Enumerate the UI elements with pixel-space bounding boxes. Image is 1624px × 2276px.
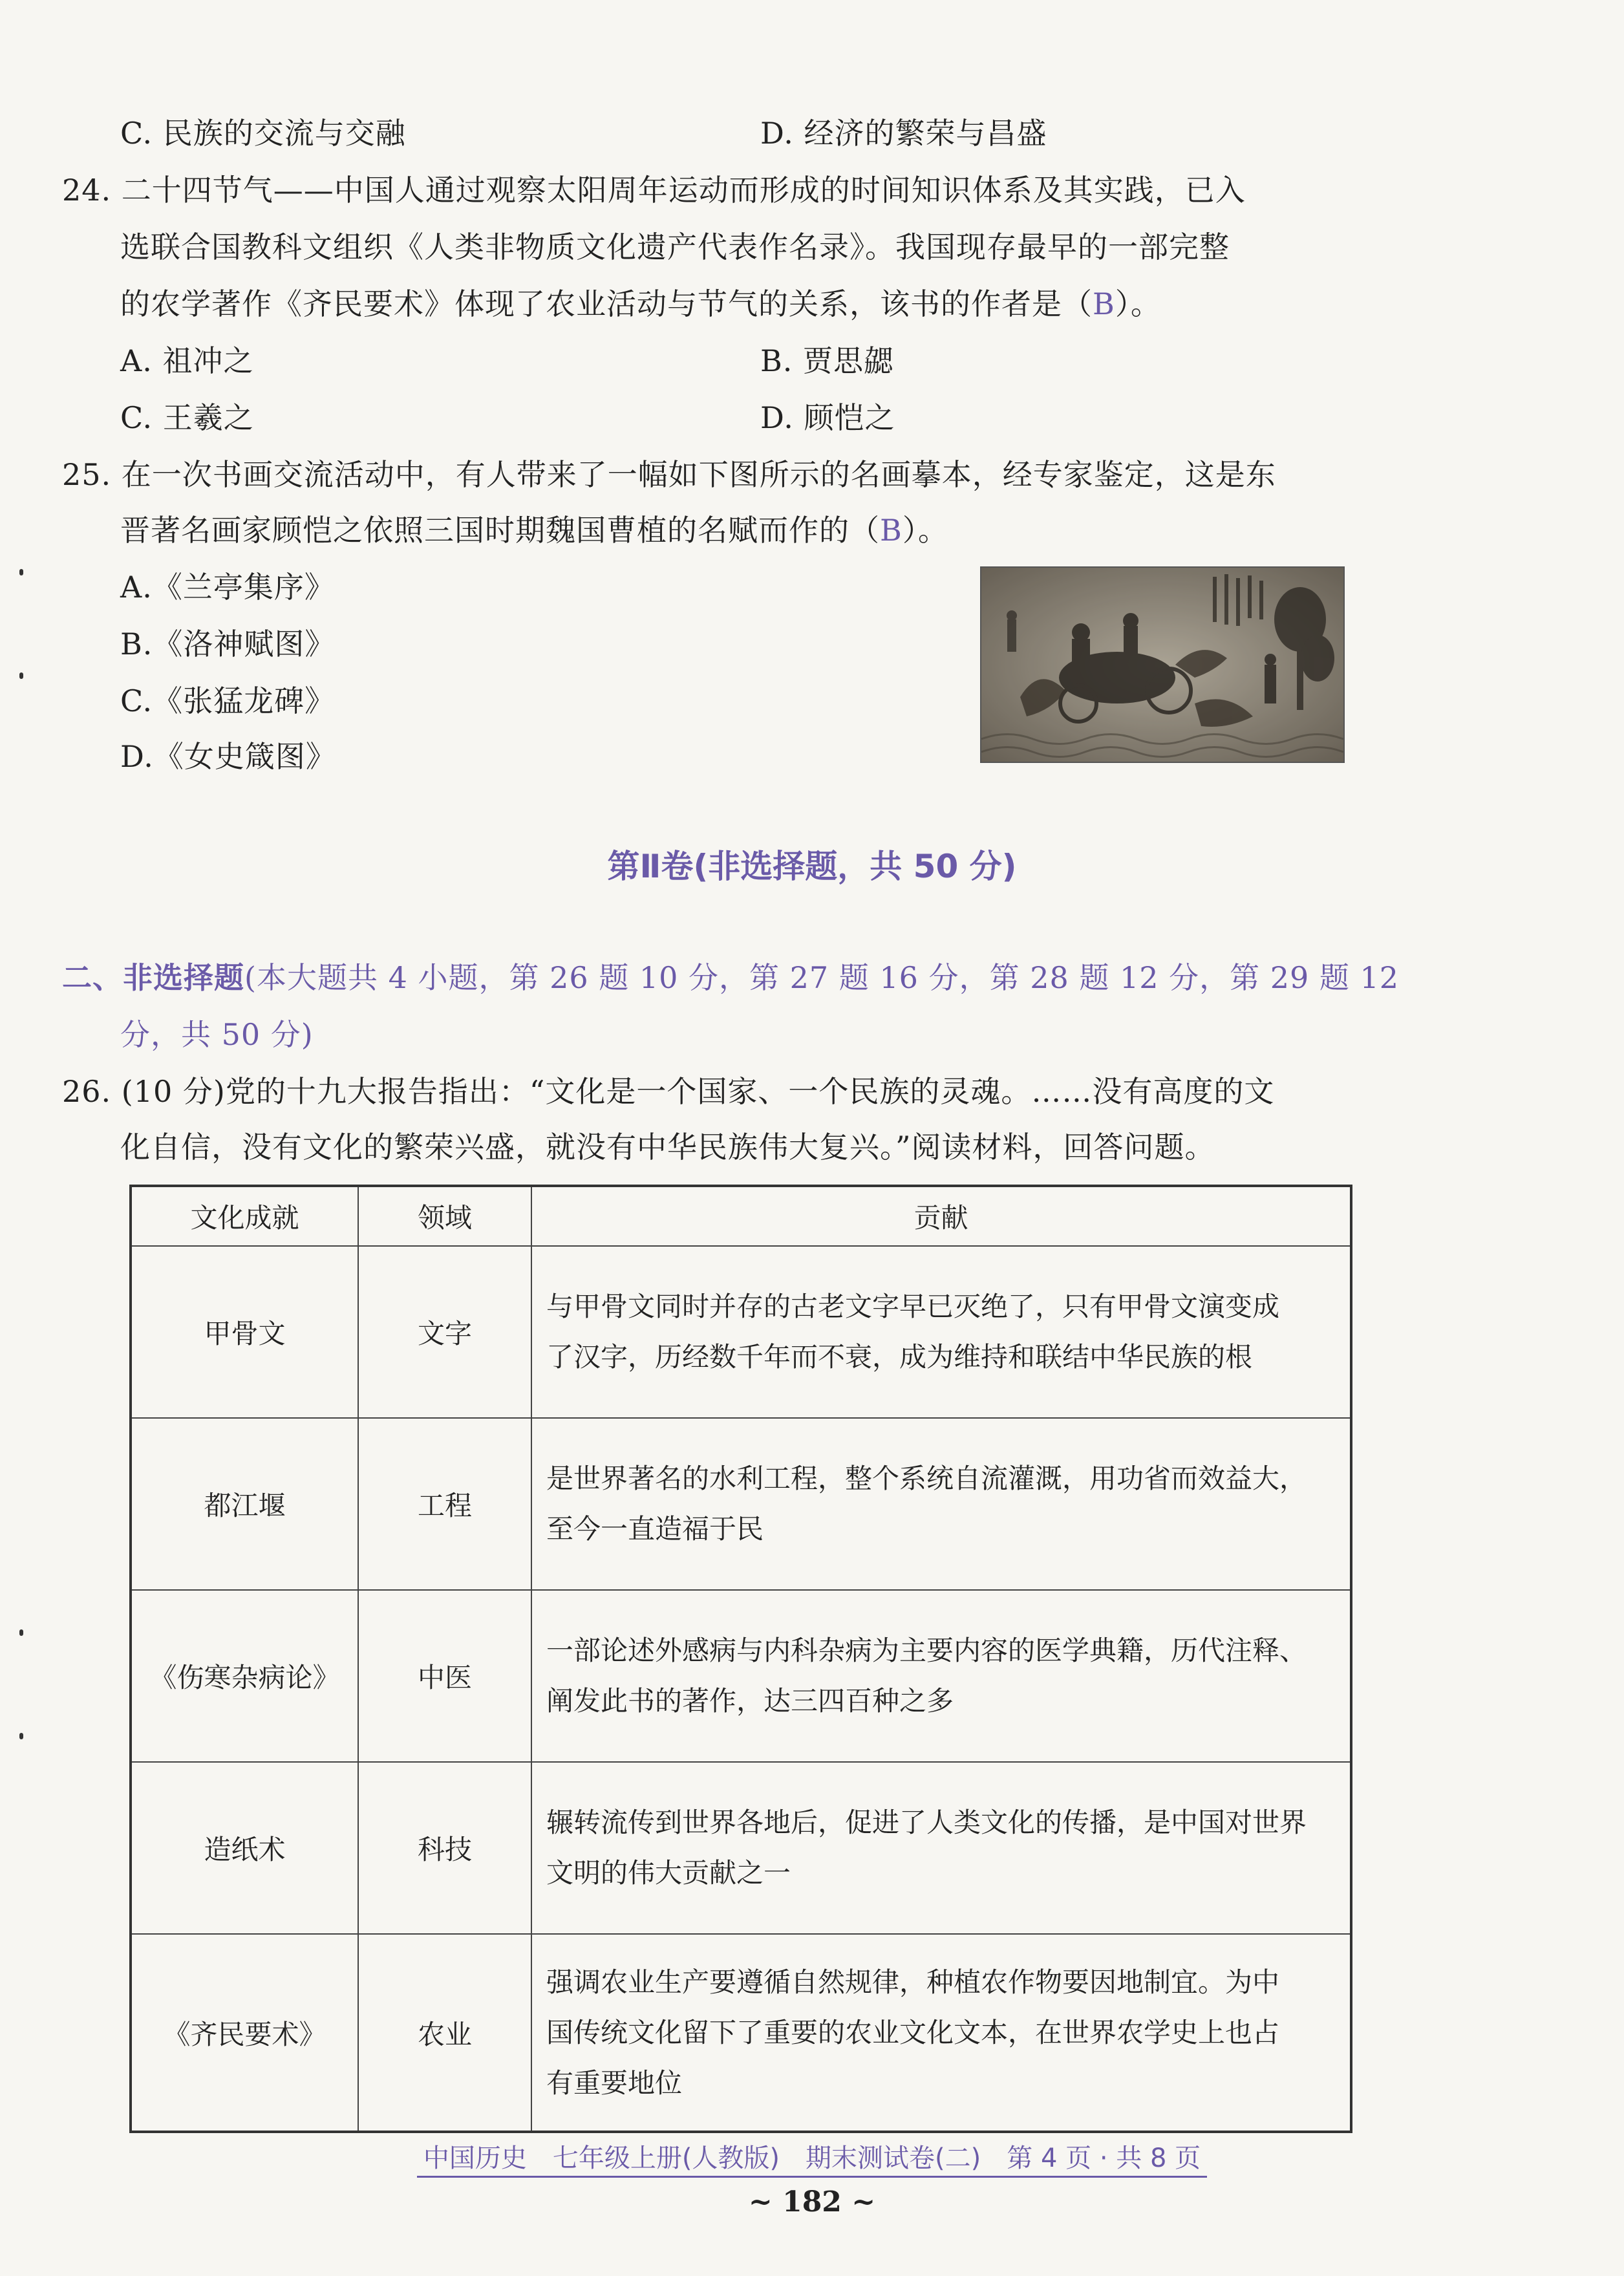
- table-cell-contribution: 与甲骨文同时并存的古老文字早已灭绝了，只有甲骨文演变成 了汉字，历经数千年而不衰，成为维持和联结中华民族的根: [531, 1246, 1351, 1418]
- table-row: [131, 1590, 1351, 1762]
- q23-option-c: C. 民族的交流与交融: [120, 116, 406, 151]
- table-header-achievement: 文化成就: [131, 1186, 358, 1246]
- luoshen-painting-image: [980, 566, 1345, 763]
- table-header-field: 领域: [358, 1186, 531, 1246]
- q24-option-c: C. 王羲之: [120, 400, 254, 435]
- part2-heading-line2: 分，共 50 分): [120, 1017, 314, 1052]
- q25-option-a: A.《兰亭集序》: [120, 570, 335, 605]
- table-cell-contribution: 强调农业生产要遵循自然规律，种植农作物要因地制宜。为中 国传统文化留下了重要的农业文化文本，在世界农学史上也占 有重要地位: [531, 1934, 1351, 2132]
- section-ii-title: 第Ⅱ卷(非选择题，共 50 分): [607, 848, 1017, 885]
- culture-achievements-table: [129, 1185, 1352, 2133]
- table-cell-contribution: 是世界著名的水利工程，整个系统自流灌溉，用功省而效益大， 至今一直造福于民: [531, 1418, 1351, 1590]
- table-cell-contribution: 一部论述外感病与内科杂病为主要内容的医学典籍，历代注释、 阐发此书的著作，达三四百种之多: [531, 1590, 1351, 1762]
- q24-option-b: B. 贾思勰: [760, 343, 895, 378]
- part2-heading-line1: 二、非选择题(本大题共 4 小题，第 26 题 10 分，第 27 题 16 分，第 28 题 12 分，第 29 题 12: [62, 960, 1400, 995]
- q26-stem-line1: 26. (10 分)党的十九大报告指出：“文化是一个国家、一个民族的灵魂。……没有高度的文: [62, 1074, 1275, 1109]
- q24-option-d: D. 顾恺之: [760, 400, 895, 435]
- table-cell-field: 科技: [358, 1762, 531, 1934]
- q25-option-b: B.《洛神赋图》: [120, 627, 336, 661]
- margin-mark: [19, 672, 23, 679]
- q24-option-a: A. 祖冲之: [120, 343, 254, 378]
- table-cell-field: 工程: [358, 1418, 531, 1590]
- q25-option-d: D.《女史箴图》: [120, 739, 336, 774]
- page-footer: 中国历史 七年级上册(人教版) 期末测试卷(二) 第 4 页 · 共 8 页: [0, 2138, 1624, 2174]
- q24-stem-line2: 选联合国教科文组织《人类非物质文化遗产代表作名录》。我国现存最早的一部完整: [120, 230, 1230, 264]
- table-cell-achievement: 《伤寒杂病论》: [131, 1590, 358, 1762]
- table-header-contribution: 贡献: [531, 1186, 1351, 1246]
- table-cell-achievement: 造纸术: [131, 1762, 358, 1934]
- q25-answer: B: [880, 513, 903, 548]
- table-cell-achievement: 《齐民要术》: [131, 1934, 358, 2132]
- q24-answer: B: [1093, 286, 1115, 321]
- margin-mark: [19, 1733, 23, 1739]
- table-cell-achievement: 甲骨文: [131, 1246, 358, 1418]
- part2-head: 二、非选择题: [62, 960, 244, 995]
- table-cell-field: 农业: [358, 1934, 531, 2132]
- table-row: [131, 1418, 1351, 1590]
- table-row: [131, 1762, 1351, 1934]
- q25-stem-line2: 晋著名画家顾恺之依照三国时期魏国曹植的名赋而作的（B）。: [120, 513, 948, 548]
- table-cell-field: 文字: [358, 1246, 531, 1418]
- page-number: ~ 182 ~: [748, 2185, 876, 2218]
- q24-stem-line3: 的农学著作《齐民要术》体现了农业活动与节气的关系，该书的作者是（B）。: [120, 286, 1161, 321]
- q25-option-c: C.《张猛龙碑》: [120, 683, 336, 718]
- table-row: [131, 1934, 1351, 2132]
- margin-mark: [19, 1629, 23, 1636]
- table-cell-achievement: 都江堰: [131, 1418, 358, 1590]
- margin-mark: [19, 569, 23, 575]
- table-row: [131, 1246, 1351, 1418]
- q25-stem-line1: 25. 在一次书画交流活动中，有人带来了一幅如下图所示的名画摹本，经专家鉴定，这是东: [62, 457, 1276, 492]
- table-cell-contribution: 辗转流传到世界各地后，促进了人类文化的传播，是中国对世界 文明的伟大贡献之一: [531, 1762, 1351, 1934]
- q24-stem-line1: 24. 二十四节气——中国人通过观察太阳周年运动而形成的时间知识体系及其实践，已入: [62, 173, 1246, 208]
- q26-stem-line2: 化自信，没有文化的繁荣兴盛，就没有中华民族伟大复兴。”阅读材料，回答问题。: [120, 1130, 1215, 1165]
- table-cell-field: 中医: [358, 1590, 531, 1762]
- q23-option-d: D. 经济的繁荣与昌盛: [760, 116, 1047, 151]
